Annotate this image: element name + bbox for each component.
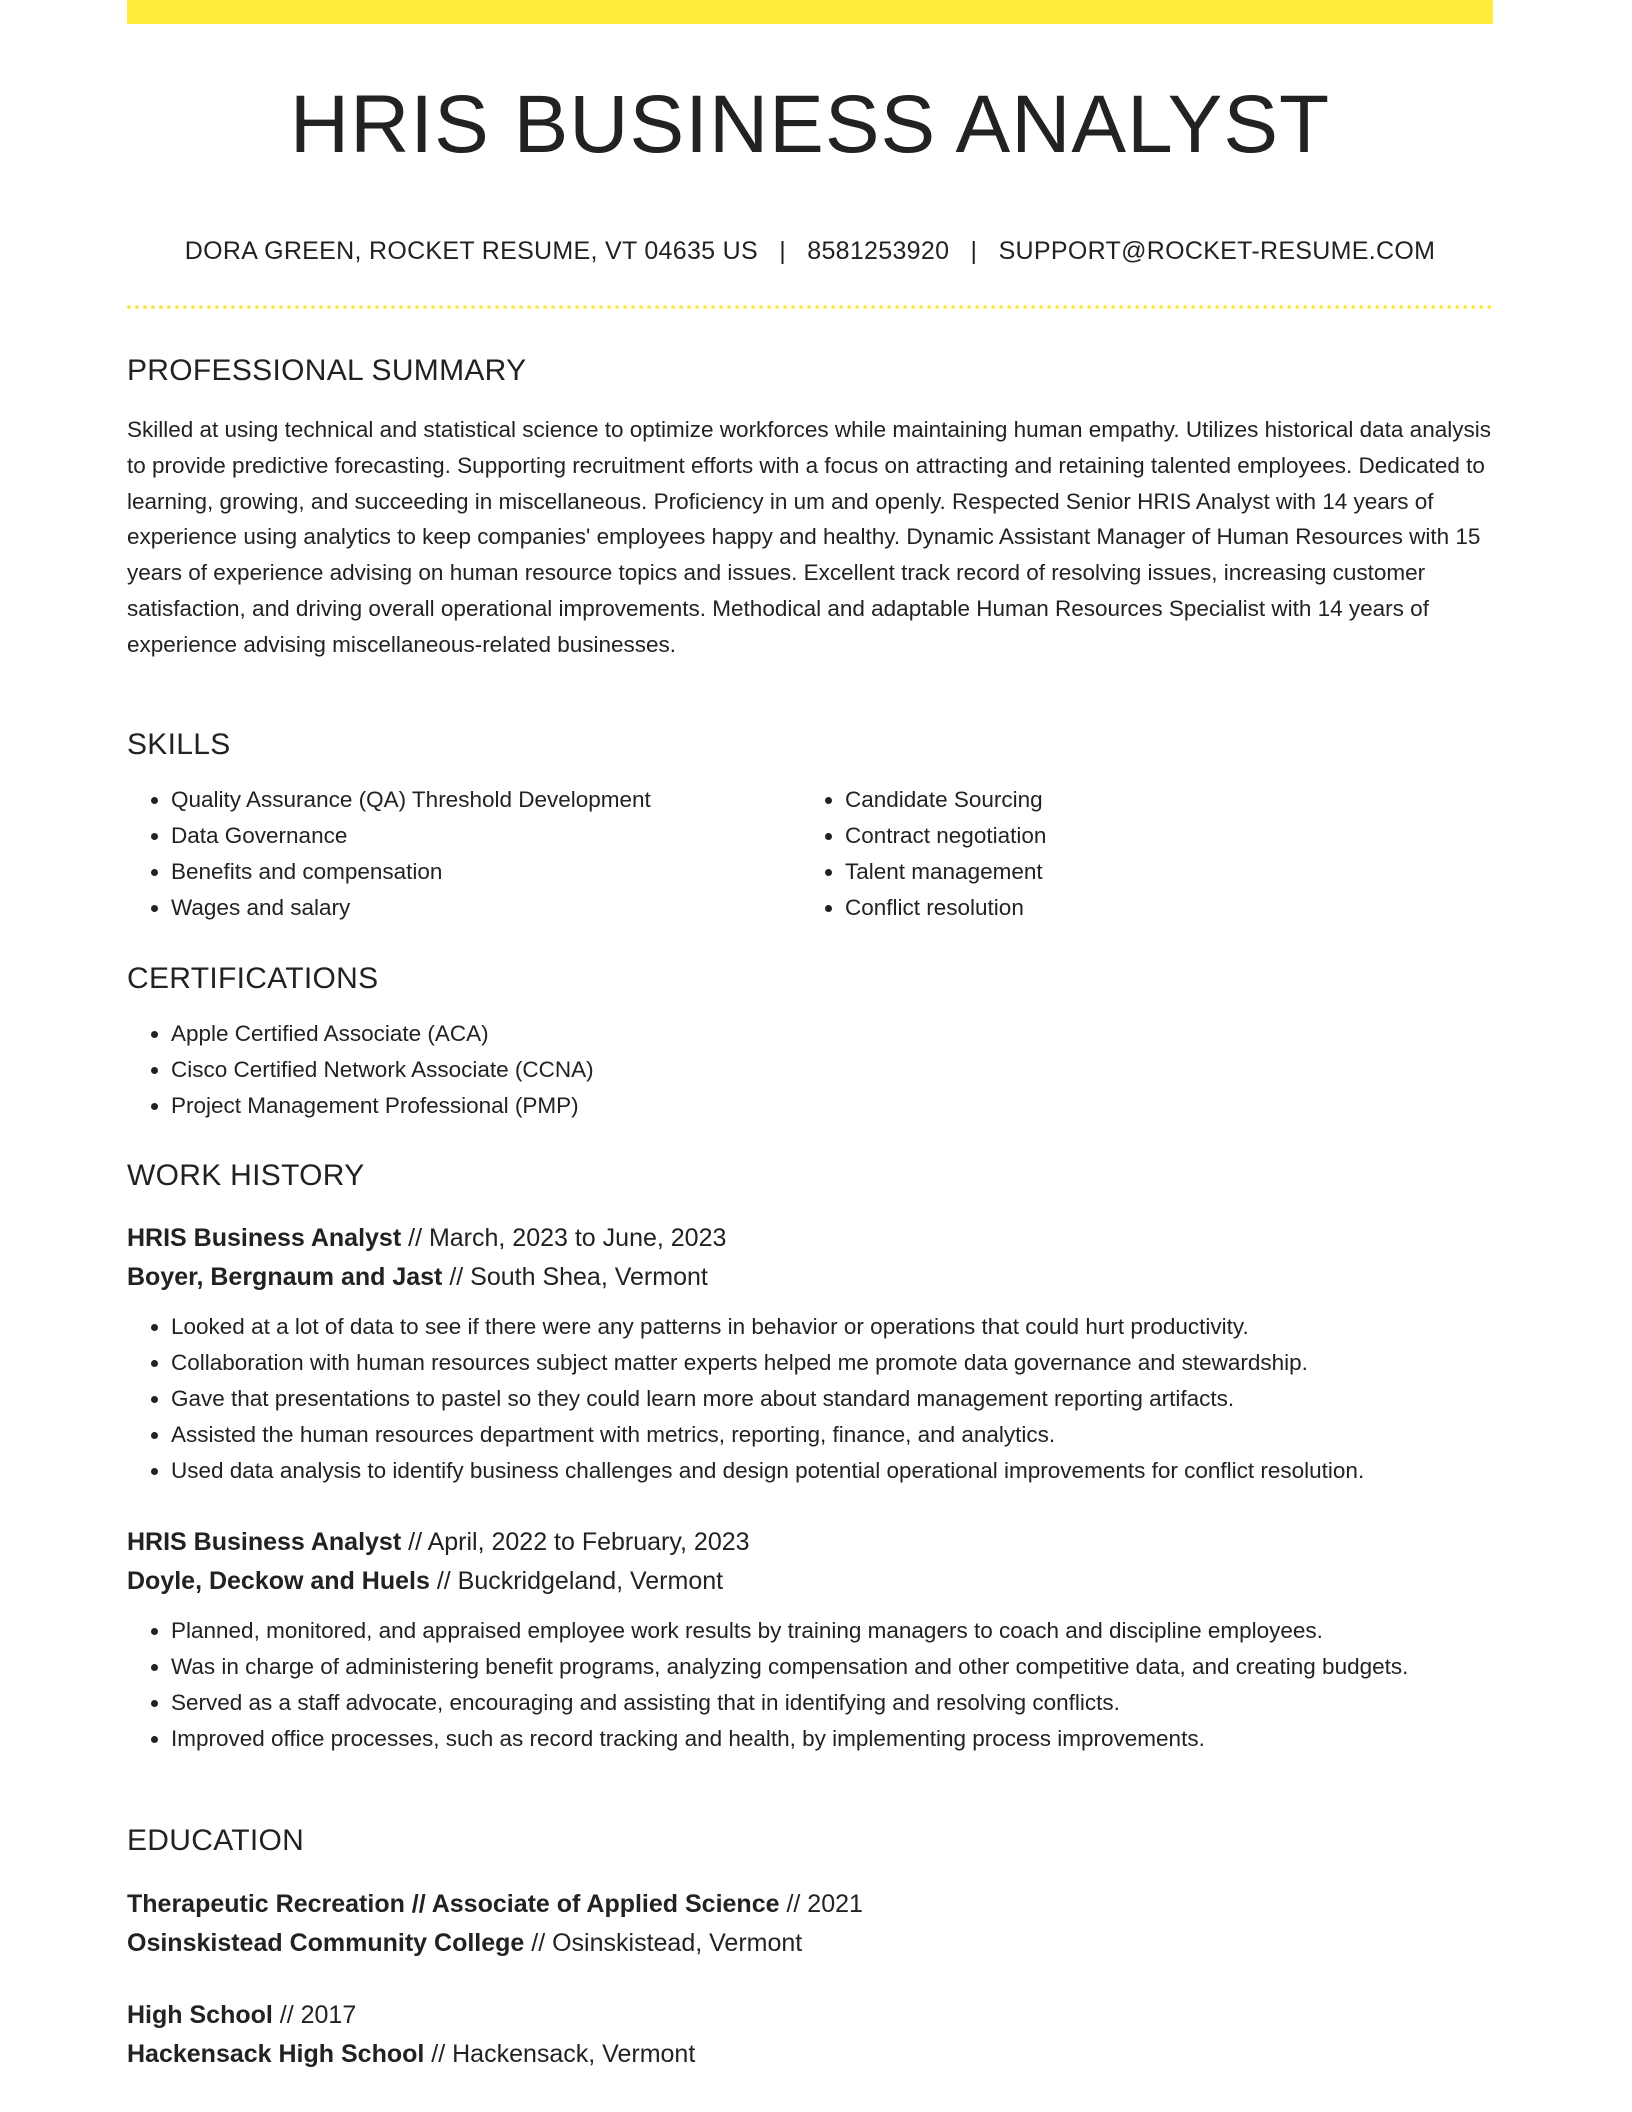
summary-heading: PROFESSIONAL SUMMARY [127, 354, 527, 387]
certifications-heading: CERTIFICATIONS [127, 962, 379, 995]
education-school-line [127, 2035, 1493, 2074]
skills-columns [127, 782, 1493, 926]
skill-item: • Wages and salary [171, 890, 801, 926]
work-history-section [127, 1159, 1493, 1193]
education-degree-line [127, 1885, 1493, 1924]
job-dates: // April, 2022 to February, 2023 [401, 1528, 750, 1556]
job-bullet: • Was in charge of administering benefit programs, analyzing compensation and other competitive data, and creating budgets. [171, 1649, 1493, 1685]
work-history-heading: WORK HISTORY [127, 1159, 365, 1192]
job-title: HRIS Business Analyst [127, 1224, 402, 1252]
contact-line [127, 237, 1493, 266]
job-bullet: • Assisted the human resources department with metrics, reporting, finance, and analytics. [171, 1417, 1493, 1453]
job-entry [127, 1523, 1493, 1757]
job-dates: // March, 2023 to June, 2023 [401, 1224, 727, 1252]
education-heading: EDUCATION [127, 1824, 305, 1857]
skills-right-column [801, 782, 1475, 926]
skill-item: • Quality Assurance (QA) Threshold Development [171, 782, 801, 818]
job-bullet: • Looked at a lot of data to see if there were any patterns in behavior or operations that could hurt productivity. [171, 1309, 1493, 1345]
job-location: // Buckridgeland, Vermont [429, 1567, 724, 1595]
job-title-line [127, 1219, 1493, 1258]
education-degree: Therapeutic Recreation // Associate of Applied Science [127, 1890, 780, 1918]
education-entry [127, 1885, 1493, 1963]
education-year: // 2017 [272, 2001, 357, 2029]
education-degree-line [127, 1996, 1493, 2035]
certification-item: • Apple Certified Associate (ACA) [171, 1016, 1493, 1052]
education-year: // 2021 [779, 1890, 863, 1918]
dotted-divider [127, 305, 1493, 309]
accent-bar [127, 0, 1493, 24]
job-bullet: • Collaboration with human resources subject matter experts helped me promote data governance and stewardship. [171, 1345, 1493, 1381]
job-entry [127, 1219, 1493, 1489]
job-company: Doyle, Deckow and Huels [127, 1567, 430, 1595]
education-location: // Osinskistead, Vermont [524, 1929, 803, 1957]
education-school: Osinskistead Community College [127, 1929, 525, 1957]
job-company-line [127, 1258, 1493, 1297]
education-school-line [127, 1924, 1493, 1963]
summary-text: Skilled at using technical and statistical science to optimize workforces while maintaining human empathy. Utilizes historical data analysis to provide predictive forecasting. Supporting recruitment efforts with a focus on attracting and retaining talented employees. Dedicated to learning, growing, and succeeding in miscellaneous. Proficiency in um and openly. Respected Senior HRIS Analyst with 14 years of experience using analytics to keep companies' employees happy and healthy. Dynamic Assistant Manager of Human Resources with 15 years of experience advising on human resource topics and issues. Excellent track record of resolving issues, increasing customer satisfaction, and driving overall operational improvements. Methodical and adaptable Human Resources Specialist with 14 years of experience advising miscellaneous-related businesses. [127, 417, 1491, 657]
job-bullet: • Gave that presentations to pastel so they could learn more about standard management reporting artifacts. [171, 1381, 1493, 1417]
skill-item: • Data Governance [171, 818, 801, 854]
certifications-section [127, 962, 1493, 1124]
contact-separator: | [779, 237, 786, 265]
skill-item: • Conflict resolution [845, 890, 1475, 926]
skill-item: • Contract negotiation [845, 818, 1475, 854]
skills-heading: SKILLS [127, 728, 231, 761]
education-section [127, 1824, 1493, 1858]
certification-item: • Cisco Certified Network Associate (CCNA) [171, 1052, 1493, 1088]
page-title: HRIS BUSINESS ANALYST [289, 79, 1331, 170]
contact-phone: 8581253920 [807, 237, 950, 265]
job-title: HRIS Business Analyst [127, 1528, 402, 1556]
education-degree: High School [127, 2001, 273, 2029]
education-location: // Hackensack, Vermont [424, 2040, 696, 2068]
job-location: // South Shea, Vermont [442, 1263, 708, 1291]
contact-email: SUPPORT@ROCKET-RESUME.COM [998, 237, 1436, 265]
skill-item: • Benefits and compensation [171, 854, 801, 890]
job-bullet: • Served as a staff advocate, encouraging and assisting that in identifying and resolving conflicts. [171, 1685, 1493, 1721]
skills-left-column [127, 782, 801, 926]
job-company-line [127, 1562, 1493, 1601]
contact-address: DORA GREEN, ROCKET RESUME, VT 04635 US [184, 237, 758, 265]
summary-section [127, 354, 1493, 663]
skills-section [127, 728, 1493, 926]
education-entry [127, 1996, 1493, 2074]
education-school: Hackensack High School [127, 2040, 425, 2068]
job-bullet: • Planned, monitored, and appraised employee work results by training managers to coach and discipline employees. [171, 1613, 1493, 1649]
job-company: Boyer, Bergnaum and Jast [127, 1263, 443, 1291]
job-bullet: • Improved office processes, such as record tracking and health, by implementing process improvements. [171, 1721, 1493, 1757]
job-bullet: • Used data analysis to identify business challenges and design potential operational improvements for conflict resolution. [171, 1453, 1493, 1489]
job-title-line [127, 1523, 1493, 1562]
certification-item: • Project Management Professional (PMP) [171, 1088, 1493, 1124]
skill-item: • Talent management [845, 854, 1475, 890]
contact-separator: | [970, 237, 978, 265]
skill-item: • Candidate Sourcing [845, 782, 1475, 818]
